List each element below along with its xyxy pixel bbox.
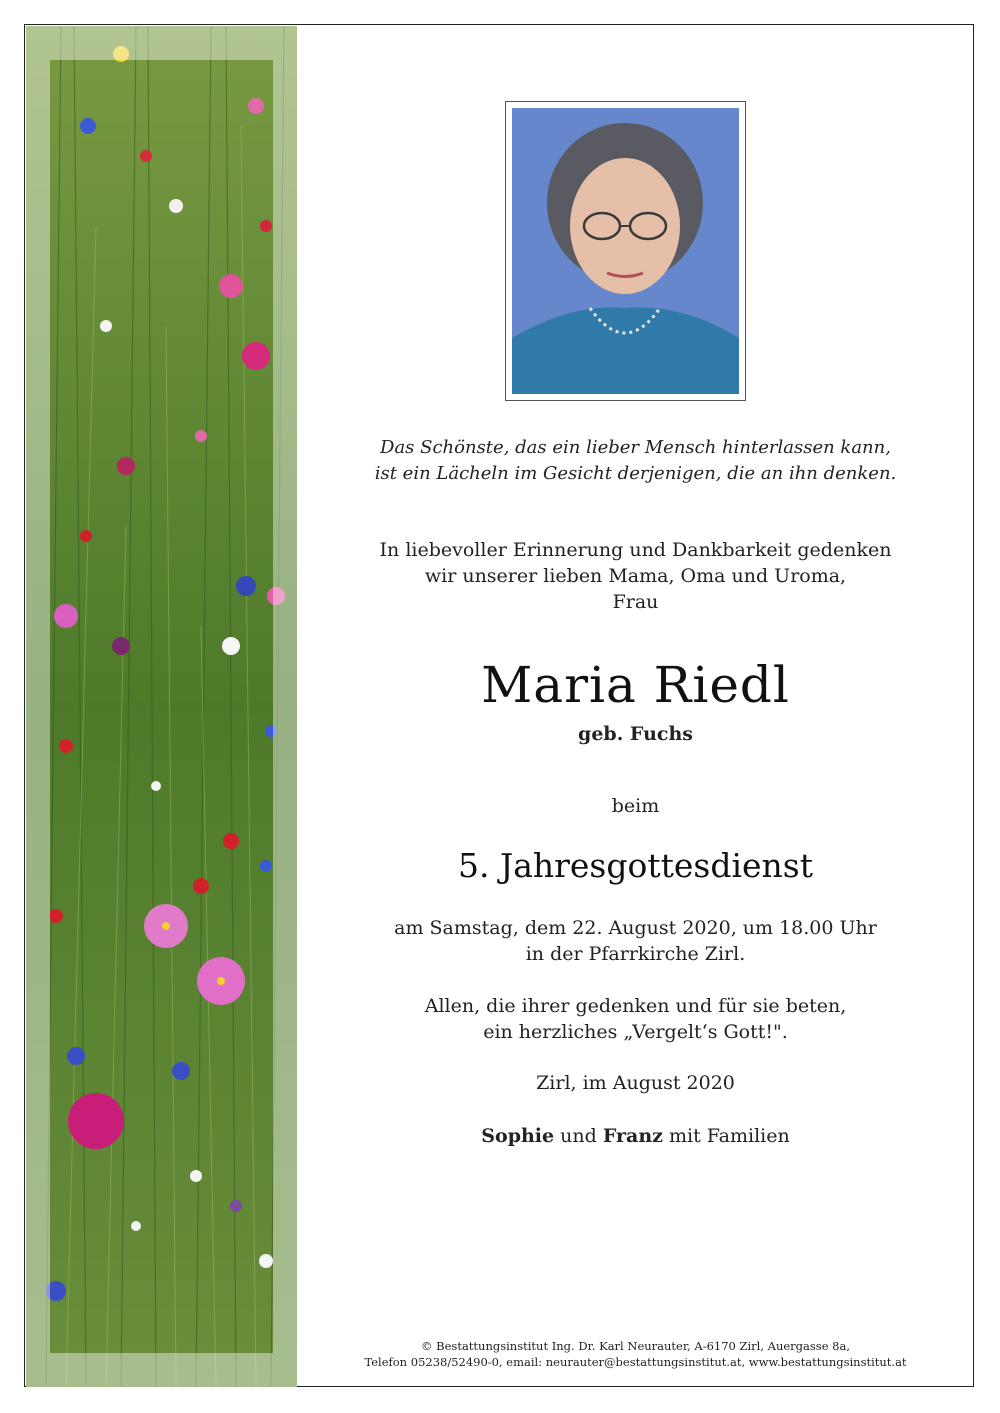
intro-line-3: Frau [612, 591, 659, 613]
portrait-illustration [512, 108, 739, 394]
memorial-quote [298, 435, 973, 487]
quote-line-1: Das Schönste, das ein lieber Mensch hinterlassen kann, [380, 437, 891, 458]
birth-name: geb. Fuchs [578, 723, 693, 745]
place-and-date: Zirl, im August 2020 [536, 1072, 735, 1094]
family-und: und [560, 1125, 597, 1147]
family-name-2: Franz [602, 1125, 663, 1147]
main-content [298, 25, 973, 1386]
event-location: in der Pfarrkirche Zirl. [525, 943, 746, 965]
intro-line-1: In liebevoller Erinnerung und Dankbarkeit gedenken [379, 539, 892, 561]
thanks-text [298, 993, 973, 1045]
beim-text: beim [611, 795, 660, 817]
thanks-line-2: ein herzliches „Vergelt‘s Gott!". [483, 1021, 788, 1043]
intro-line-2: wir unserer lieben Mama, Oma und Uroma, [424, 565, 847, 587]
quote-line-2: ist ein Lächeln im Gesicht derjenigen, die an ihn denken. [374, 463, 897, 484]
family-name-1: Sophie [481, 1125, 555, 1147]
family-suffix: mit Familien [668, 1125, 790, 1147]
event-title: 5. Jahresgottesdienst [457, 846, 813, 885]
portrait-photo [512, 108, 739, 394]
event-date-time: am Samstag, dem 22. August 2020, um 18.00 Uhr [394, 917, 877, 939]
footer-line-1: © Bestattungsinstitut Ing. Dr. Karl Neurauter, A-6170 Zirl, Auergasse 8a, [421, 1339, 850, 1353]
portrait-frame [505, 101, 746, 401]
thanks-line-1: Allen, die ihrer gedenken und für sie beten, [424, 995, 847, 1017]
event-details [298, 915, 973, 967]
deceased-name: Maria Riedl [481, 656, 790, 714]
footer-line-2: Telefon 05238/52490-0, email: neurauter@bestattungsinstitut.at, www.bestattungsinstitut.at [364, 1355, 907, 1369]
flower-meadow-illustration [26, 26, 297, 1387]
flower-meadow-image [26, 26, 297, 1387]
remembrance-intro [298, 537, 973, 615]
obituary-card [24, 24, 974, 1387]
family-signature [298, 1125, 973, 1147]
funeral-home-footer [298, 1338, 973, 1370]
